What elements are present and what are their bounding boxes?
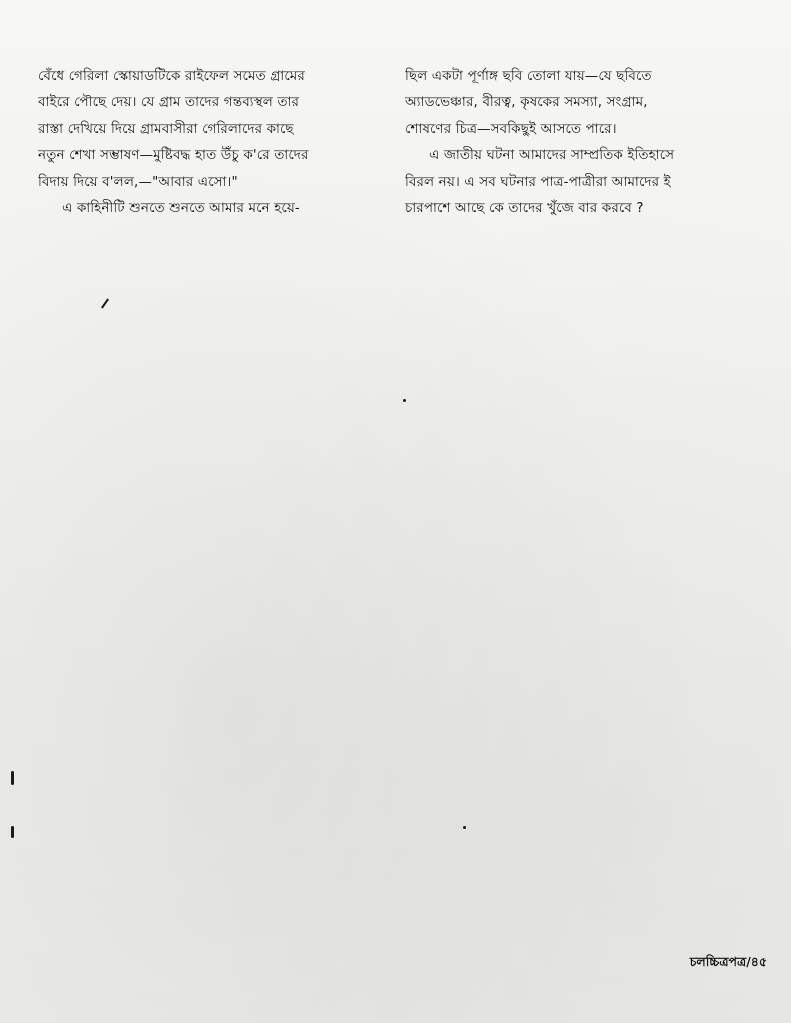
right-column <box>405 64 760 222</box>
text-line: চারপাশে আছে কে তাদের খুঁজে বার করবে ? <box>405 201 644 217</box>
text-line: শোষণের চিত্র—সবকিছুই আসতে পারে। <box>405 121 617 137</box>
text-line: ছিল একটা পূর্ণাঙ্গ ছবি তোলা যায়—যে ছবিতে <box>405 69 652 84</box>
text-line: নতুন শেখা সম্ভাষণ—মুষ্টিবদ্ধ হাত উঁচু ক'রে তাদের <box>38 148 309 164</box>
text-line: বেঁধে গেরিলা স্কোয়াডটিকে রাইফেল সমেত গ্রামের <box>38 69 305 84</box>
text-line: বিরল নয়। এ সব ঘটনার পাত্র-পাত্রীরা আমাদের ই <box>405 174 671 190</box>
page-footer: চলচ্চিত্রপত্র/৪৫ <box>689 954 767 969</box>
paragraph-start-line: এ কাহিনীটি শুনতে শুনতে আমার মনে হয়ে- <box>62 201 300 217</box>
paragraph-start-line: এ জাতীয় ঘটনা আমাদের সাম্প্রতিক ইতিহাসে <box>429 148 675 164</box>
text-line: বিদায় দিয়ে ব'লল,—"আবার এসো।" <box>38 174 238 190</box>
stray-ink-mark <box>101 298 109 308</box>
text-line: বাইরে পৌছে দেয়। যে গ্রাম তাদের গন্তব্যস্থল তার <box>38 95 300 111</box>
left-column <box>38 64 385 222</box>
stray-ink-dot <box>463 826 466 829</box>
binding-edge-mark <box>11 771 14 785</box>
text-line: অ্যাডভেঞ্চার, বীরত্ব, কৃষকের সমস্যা, সংগ্রাম, <box>405 95 648 111</box>
text-line: রাস্তা দেখিয়ে দিয়ে গ্রামবাসীরা গেরিলাদের কাছে <box>38 121 294 137</box>
binding-edge-mark <box>11 826 14 838</box>
stray-ink-dot <box>403 399 406 402</box>
